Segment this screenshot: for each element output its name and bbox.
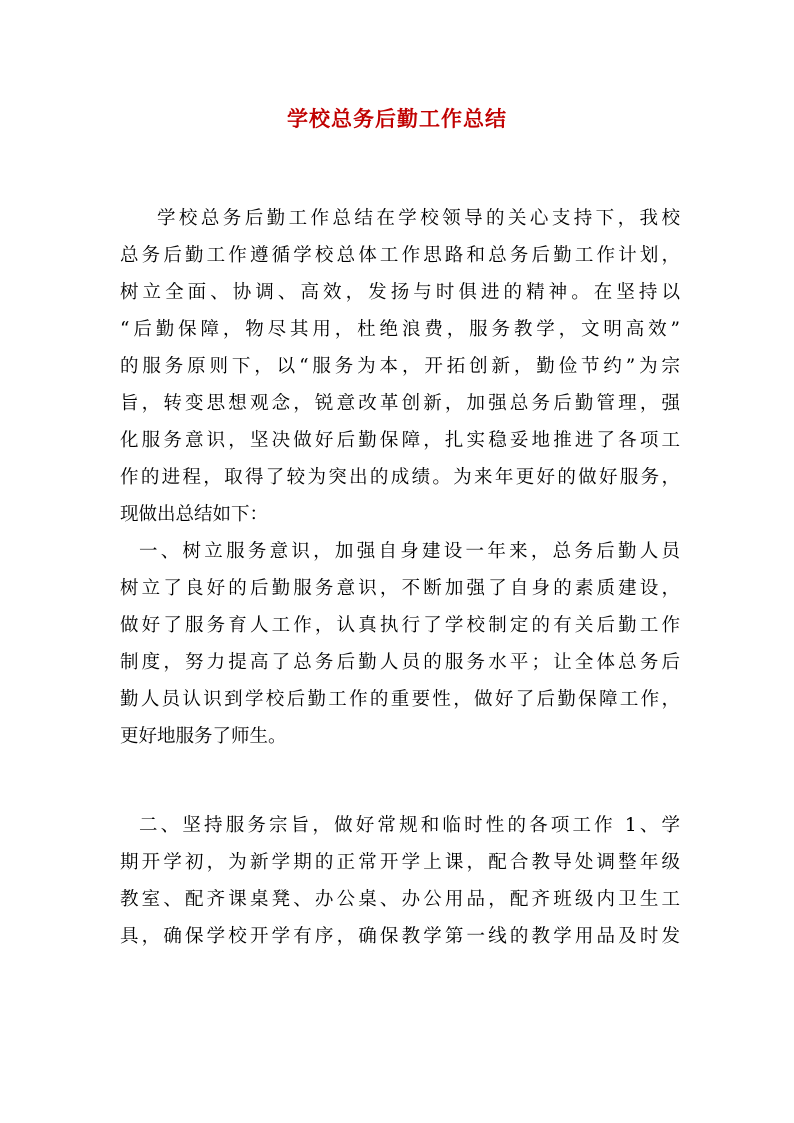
text-line: 现做出总结如下：: [120, 504, 269, 525]
section-2-heading-line: 二、坚持服务宗旨，做好常规和临时性的各项工作 1、学: [139, 815, 680, 836]
text-line: 期开学初，为新学期的正常开学上课，配合教导处调整年级: [120, 852, 680, 873]
text-line: 做好了服务育人工作，认真执行了学校制定的有关后勤工作: [120, 615, 680, 636]
text-line: 树立全面、协调、高效，发扬与时俱进的精神。在坚持以: [120, 282, 680, 303]
section-2-paragraph: [120, 807, 680, 955]
text-line: 制度，努力提高了总务后勤人员的服务水平；让全体总务后: [120, 652, 680, 673]
text-line: 作的进程，取得了较为突出的成绩。为来年更好的做好服务，: [120, 467, 680, 488]
section-1-paragraph: [120, 533, 680, 755]
section-1-heading-line: 一、树立服务意识，加强自身建设一年来，总务后勤人员: [139, 541, 680, 562]
text-line: 具，确保学校开学有序，确保教学第一线的教学用品及时发: [120, 926, 680, 947]
text-line: 的服务原则下，以“服务为本，开拓创新，勤俭节约”为宗: [120, 356, 680, 377]
text-line: 化服务意识，坚决做好后勤保障，扎实稳妥地推进了各项工: [120, 430, 680, 451]
document-body: [120, 200, 680, 955]
document-title: 学校总务后勤工作总结: [287, 106, 507, 131]
text-line: 勤人员认识到学校后勤工作的重要性，做好了后勤保障工作，: [120, 689, 680, 710]
text-line: 教室、配齐课桌凳、办公桌、办公用品，配齐班级内卫生工: [120, 889, 680, 910]
text-line: 更好地服务了师生。: [120, 726, 287, 747]
text-line: “后勤保障，物尽其用，杜绝浪费，服务教学，文明高效”: [120, 319, 680, 340]
text-line: 学校总务后勤工作总结在学校领导的关心支持下，我校: [157, 208, 680, 229]
text-line: 旨，转变思想观念，锐意改革创新，加强总务后勤管理，强: [120, 393, 680, 414]
text-line: 树立了良好的后勤服务意识，不断加强了自身的素质建设，: [120, 578, 680, 599]
intro-paragraph: [120, 200, 680, 533]
paragraph-spacer: [120, 755, 680, 807]
text-line: 总务后勤工作遵循学校总体工作思路和总务后勤工作计划，: [120, 245, 680, 266]
